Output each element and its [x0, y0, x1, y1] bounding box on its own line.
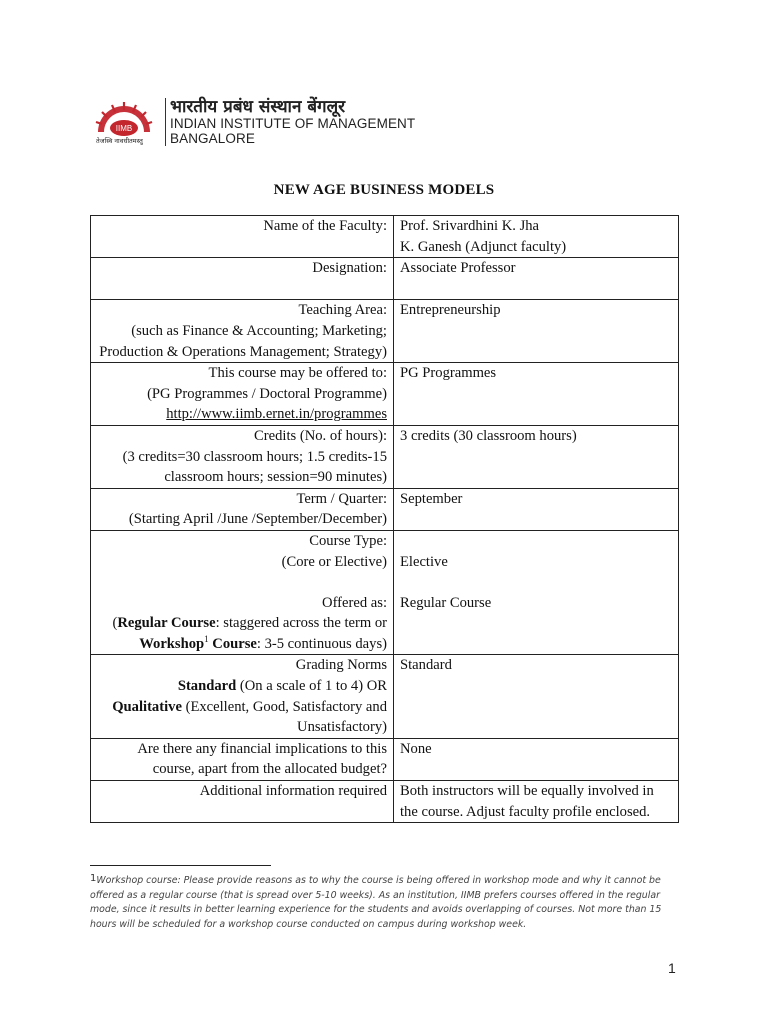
table-row-designation — [91, 258, 679, 300]
credits-value: 3 credits (30 classroom hours) — [394, 425, 679, 488]
offered-to-label — [91, 363, 394, 426]
footnote-number: 1 — [90, 873, 97, 884]
logo-motto: तेजस्वि नावधीतमस्तु — [96, 137, 143, 145]
financial-label: Are there any financial implications to this course, apart from the allocated budget? — [91, 738, 394, 780]
footnote — [90, 872, 680, 932]
faculty-value-2: K. Ganesh (Adjunct faculty) — [400, 238, 567, 255]
course-type-value — [394, 530, 679, 655]
course-title: NEW AGE BUSINESS MODELS — [273, 182, 495, 198]
course-info-table — [90, 215, 679, 823]
additional-label: Additional information required — [91, 781, 394, 823]
regular-course-line — [97, 613, 387, 634]
workshop-course-line — [97, 634, 387, 655]
grading-label-text: Grading Norms — [295, 657, 387, 674]
table-row-teaching-area — [91, 300, 679, 363]
spacer — [400, 572, 672, 593]
qualitative-rest: (Excellent, Good, Satisfactory and Unsatisfactory) — [181, 698, 387, 736]
grading-standard-line — [97, 676, 387, 697]
footnote-text: Workshop course: Please provide reasons as to why the course is being offered in workshop mode and why it cannot be offered as a regular course (that is spread over 5-10 weeks). As an institution, IIMB prefers courses offered in the regular mode, since it results in better learning experience for the students and avoids overlapping of courses. Not more than 15 hours will be scheduled for a workshop course conducted on campus during workshop week. — [90, 875, 662, 930]
institute-name-line1: INDIAN INSTITUTE OF MANAGEMENT — [170, 116, 416, 131]
regular-course-rest: : staggered across the term or — [215, 615, 387, 632]
spacer — [97, 572, 387, 593]
regular-course-bold: Regular Course — [117, 615, 216, 632]
table-row-faculty — [91, 216, 679, 258]
table-row-financial — [91, 738, 679, 780]
teaching-area-value: Entrepreneurship — [394, 300, 679, 363]
course-type-value-text: Elective — [400, 553, 448, 570]
credits-label-text: Credits (No. of hours): — [254, 427, 387, 444]
faculty-value-1: Prof. Srivardhini K. Jha — [400, 218, 540, 234]
offered-as-label: Offered as: — [322, 594, 387, 611]
grading-qualitative-line — [97, 697, 387, 738]
designation-label — [91, 258, 394, 300]
offered-as-value: Regular Course — [400, 594, 492, 611]
credits-label — [91, 425, 394, 488]
workshop-course-bold: Course — [208, 635, 257, 652]
open-paren: ( — [112, 615, 118, 632]
offered-to-label-text: This course may be offered to: — [208, 365, 387, 382]
additional-value: Both instructors will be equally involved in the course. Adjust faculty profile enclosed. — [394, 781, 679, 823]
programmes-link[interactable]: http://www.iimb.ernet.in/programmes — [166, 406, 387, 423]
term-hint: (Starting April /June /September/December) — [128, 511, 387, 528]
teaching-area-label — [91, 300, 394, 363]
course-type-hint: (Core or Elective) — [281, 553, 387, 570]
table-row-additional — [91, 781, 679, 823]
designation-value: Associate Professor — [394, 258, 679, 300]
institute-name-hindi: भारतीय प्रबंध संस्थान बेंगलूर — [170, 97, 346, 117]
credits-hint: (3 credits=30 classroom hours; 1.5 credits-15 classroom hours; session=90 minutes) — [122, 448, 387, 486]
teaching-area-hint: (such as Finance & Accounting; Marketing; Production & Operations Management; Strategy) — [99, 322, 387, 360]
grading-label — [91, 655, 394, 738]
table-row-grading — [91, 655, 679, 738]
grading-value: Standard — [394, 655, 679, 738]
course-type-label — [91, 530, 394, 655]
table-row-credits — [91, 425, 679, 488]
course-type-label-text: Course Type: — [309, 532, 387, 549]
spacer — [400, 531, 672, 552]
footnote-divider — [90, 865, 271, 866]
table-row-course-type — [91, 530, 679, 655]
workshop-bold: Workshop — [139, 635, 205, 652]
workshop-course-rest: : 3-5 continuous days) — [256, 635, 387, 652]
term-label-text: Term / Quarter: — [296, 490, 387, 507]
term-value: September — [394, 488, 679, 530]
logo-text: IIMB — [115, 124, 133, 133]
logo-divider — [165, 98, 166, 146]
standard-bold: Standard — [177, 678, 237, 695]
faculty-label: Name of the Faculty: — [91, 216, 394, 258]
term-label — [91, 488, 394, 530]
teaching-area-label-text: Teaching Area: — [298, 302, 387, 319]
standard-rest: (On a scale of 1 to 4) OR — [236, 678, 387, 695]
institute-name-line2: BANGALORE — [170, 131, 255, 146]
footnote-ref[interactable]: 1 — [204, 634, 209, 645]
financial-value: None — [394, 738, 679, 780]
table-row-term — [91, 488, 679, 530]
iimb-logo — [92, 96, 416, 152]
table-row-offered-to — [91, 363, 679, 426]
qualitative-bold: Qualitative — [112, 698, 182, 715]
faculty-value — [394, 216, 679, 258]
designation-label-text: Designation: — [312, 260, 387, 277]
offered-to-hint: (PG Programmes / Doctoral Programme) — [147, 385, 387, 402]
spacer — [97, 279, 387, 300]
offered-to-value: PG Programmes — [394, 363, 679, 426]
page-number: 1 — [668, 960, 676, 976]
